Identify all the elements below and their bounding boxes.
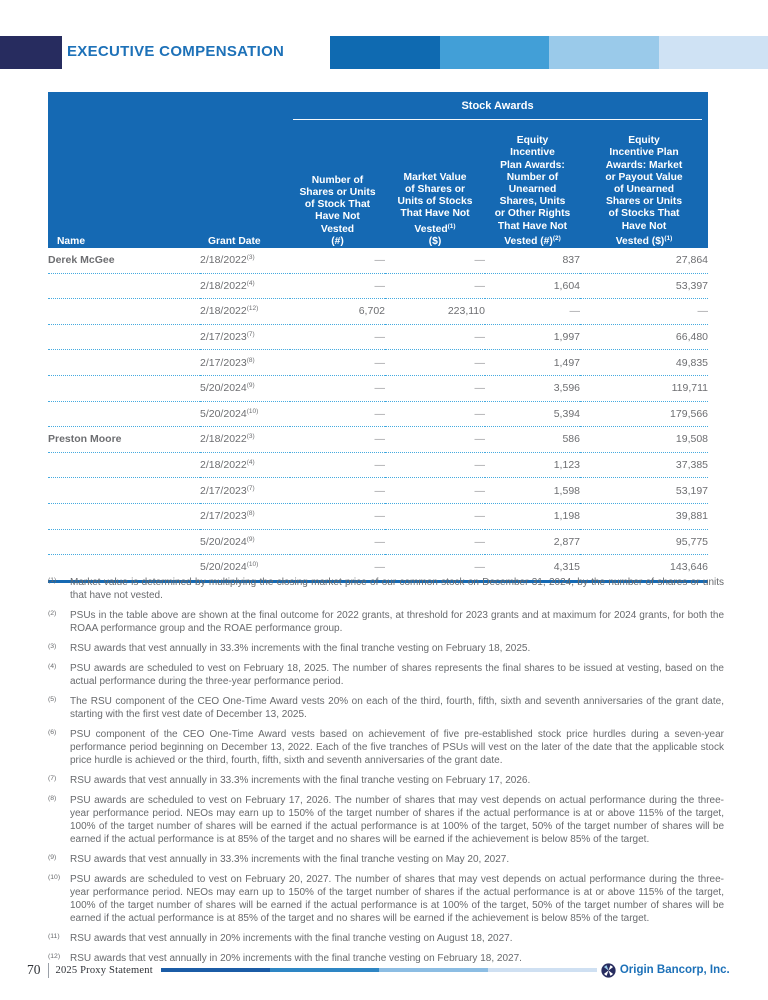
table-body	[48, 248, 708, 581]
eip-unearned-shares-cell: —	[485, 299, 580, 325]
eip-unearned-shares-cell: 1,497	[485, 350, 580, 376]
shares-unvested-cell: —	[290, 350, 385, 376]
name-cell	[48, 478, 200, 504]
table-row	[48, 350, 708, 376]
name-cell: Derek McGee	[48, 248, 200, 273]
footnote-text: PSU awards are scheduled to vest on February 18, 2025. The number of shares represents the final shares to be issued at vesting, based on the actual performance during the three-year performance period.	[70, 663, 724, 687]
table-row	[48, 375, 708, 401]
column-header-row	[48, 120, 708, 248]
page-title: EXECUTIVE COMPENSATION	[67, 43, 285, 60]
shares-unvested-cell: —	[290, 401, 385, 427]
footnote-4	[48, 662, 724, 688]
stock-awards-label: Stock Awards	[293, 92, 702, 119]
name-cell	[48, 401, 200, 427]
table-row	[48, 529, 708, 555]
company-name: Origin Bancorp, Inc.	[619, 964, 730, 976]
header-corner	[48, 92, 290, 120]
eip-unearned-shares-cell: 1,997	[485, 324, 580, 350]
stock-awards-span-header	[290, 92, 708, 120]
shares-unvested-cell: —	[290, 503, 385, 529]
market-value-cell: —	[385, 529, 485, 555]
table-row	[48, 503, 708, 529]
shares-unvested-cell: —	[290, 248, 385, 273]
grant-date-cell: 5/20/2024$^{(9)}$	[200, 375, 290, 401]
market-value-cell: —	[385, 478, 485, 504]
header-navy-block	[0, 36, 62, 69]
eip-unearned-shares-cell: 5,394	[485, 401, 580, 427]
eip-payout-value-cell: 39,881	[580, 503, 708, 529]
stock-awards-table	[48, 92, 708, 583]
column-header-1: Name	[48, 120, 200, 248]
header-gradient-segment-3	[549, 36, 659, 69]
footnote-text: PSU awards are scheduled to vest on February 20, 2027. The number of shares that may vest depends on actual performance during the three-year performance period. NEOs may earn up to 150% of the target number of shares if the actual performance is at or above 115% of the target, 100% of the target number of shares will be earned if the actual performance is at 100% of the target, 50% of the target number of shares will be earned if the actual performance is at 85% of the target and no shares will be earned if the achievement is below 85% of the target.	[70, 874, 724, 924]
footnote-3	[48, 642, 724, 655]
name-cell	[48, 529, 200, 555]
footnote-marker: (8)	[48, 795, 57, 802]
span-header-row	[48, 92, 708, 120]
market-value-cell: —	[385, 427, 485, 453]
grant-date-cell: 2/17/2023$^{(8)}$	[200, 350, 290, 376]
market-value-cell: —	[385, 375, 485, 401]
table-row	[48, 324, 708, 350]
grant-date-cell: 2/17/2023$^{(7)}$	[200, 324, 290, 350]
footnote-text: PSU awards are scheduled to vest on February 17, 2026. The number of shares that may vest depends on actual performance during the three-year performance period. NEOs may earn up to 150% of the target number of shares if the actual performance is at or above 115% of the target, 100% of the target number of shares will be earned if the actual performance is at 100% of the target, 50% of the target number of shares will be earned if the actual performance is at 85% of the target and no shares will be earned if the achievement is below 85% of the target.	[70, 795, 724, 845]
eip-unearned-shares-cell: 837	[485, 248, 580, 273]
shares-unvested-cell: —	[290, 273, 385, 299]
footnote-marker: (4)	[48, 663, 57, 670]
page-number: 70	[27, 962, 41, 977]
shares-unvested-cell: —	[290, 452, 385, 478]
shares-unvested-cell: —	[290, 324, 385, 350]
footnote-text: RSU awards that vest annually in 20% increments with the final tranche vesting on August 18, 2027.	[70, 933, 513, 944]
footnote-text: RSU awards that vest annually in 33.3% increments with the final tranche vesting on February 17, 2026.	[70, 775, 531, 786]
market-value-cell: —	[385, 248, 485, 273]
footnote-text: RSU awards that vest annually in 33.3% increments with the final tranche vesting on May 20, 2027.	[70, 854, 510, 865]
eip-unearned-shares-cell: 2,877	[485, 529, 580, 555]
column-header-4: Market Value of Shares or Units of Stocks That Have Not Vested$^{(1)}$ ($)	[385, 120, 485, 248]
grant-date-cell: 2/18/2022$^{(3)}$	[200, 427, 290, 453]
eip-unearned-shares-cell: 3,596	[485, 375, 580, 401]
eip-payout-value-cell: 66,480	[580, 324, 708, 350]
footnote-marker: (10)	[48, 874, 61, 881]
doc-title: 2025 Proxy Statement	[55, 964, 153, 976]
column-header-5: Equity Incentive Plan Awards: Number of Unearned Shares, Units or Other Rights That Have Not Vested (#)$^{(2)}$	[485, 120, 580, 248]
column-header-2: Grant Date	[200, 120, 290, 248]
table-header	[48, 92, 708, 248]
name-cell	[48, 503, 200, 529]
grant-date-cell: 5/20/2024$^{(9)}$	[200, 529, 290, 555]
shares-unvested-cell: —	[290, 375, 385, 401]
footnote-11	[48, 932, 724, 945]
footnote-text: RSU awards that vest annually in 33.3% increments with the final tranche vesting on February 18, 2025.	[70, 643, 531, 654]
footnote-marker: (11)	[48, 933, 60, 940]
table-row	[48, 401, 708, 427]
footnote-text: The RSU component of the CEO One-Time Award vests 20% on each of the third, fourth, fifth, sixth and seventh anniversaries of the grant date, starting with the first vest date of December 13, 2025.	[70, 696, 724, 720]
market-value-cell: —	[385, 401, 485, 427]
market-value-cell: —	[385, 555, 485, 582]
eip-payout-value-cell: —	[580, 299, 708, 325]
footer-gradient-segment-3	[379, 968, 488, 972]
grant-date-cell: 2/18/2022$^{(4)}$	[200, 273, 290, 299]
footnote-2	[48, 609, 724, 635]
footnote-8	[48, 794, 724, 846]
grant-date-cell: 2/18/2022$^{(3)}$	[200, 248, 290, 273]
name-cell	[48, 350, 200, 376]
footnote-7	[48, 774, 724, 787]
header-gradient-segment-1	[330, 36, 440, 69]
table-row	[48, 427, 708, 453]
name-cell	[48, 299, 200, 325]
page-footer	[0, 960, 768, 980]
footnote-text: RSU awards that vest annually in 20% increments with the final tranche vesting on February 18, 2027.	[70, 953, 522, 964]
eip-unearned-shares-cell: 1,604	[485, 273, 580, 299]
footer-divider	[48, 963, 49, 978]
footnotes-section	[48, 576, 724, 972]
table-row	[48, 273, 708, 299]
name-cell: Preston Moore	[48, 427, 200, 453]
column-header-6: Equity Incentive Plan Awards: Market or Payout Value of Unearned Shares or Units of Stocks That Have Not Vested ($)$^{(1)}$	[580, 120, 708, 248]
name-cell	[48, 273, 200, 299]
table-row	[48, 478, 708, 504]
header-band	[0, 36, 768, 69]
grant-date-cell: 5/20/2024$^{(10)}$	[200, 401, 290, 427]
market-value-cell: —	[385, 273, 485, 299]
footnote-marker: (1)	[48, 577, 57, 584]
grant-date-cell: 2/17/2023$^{(8)}$	[200, 503, 290, 529]
market-value-cell: —	[385, 350, 485, 376]
shares-unvested-cell: —	[290, 427, 385, 453]
name-cell	[48, 375, 200, 401]
footnote-text: PSU component of the CEO One-Time Award vests based on achievement of five pre-established stock price hurdles during a seven-year performance period beginning on December 13, 2022. Each of the five tranches of PSUs will vest on the later of the date that the applicable stock price hurdle is achieved or the third, fourth, fifth, sixth and seventh anniversaries of the grant date.	[70, 729, 724, 766]
shares-unvested-cell: —	[290, 529, 385, 555]
eip-payout-value-cell: 53,397	[580, 273, 708, 299]
table-row	[48, 248, 708, 273]
market-value-cell: 223,110	[385, 299, 485, 325]
column-header-3: Number of Shares or Units of Stock That Have Not Vested (#)	[290, 120, 385, 248]
grant-date-cell: 5/20/2024$^{(10)}$	[200, 555, 290, 582]
shares-unvested-cell: 6,702	[290, 299, 385, 325]
eip-unearned-shares-cell: 1,598	[485, 478, 580, 504]
eip-payout-value-cell: 179,566	[580, 401, 708, 427]
footnote-5	[48, 695, 724, 721]
footnote-10	[48, 873, 724, 925]
eip-payout-value-cell: 53,197	[580, 478, 708, 504]
footnote-marker: (5)	[48, 696, 57, 703]
eip-payout-value-cell: 49,835	[580, 350, 708, 376]
eip-unearned-shares-cell: 1,198	[485, 503, 580, 529]
market-value-cell: —	[385, 503, 485, 529]
footer-gradient-segment-1	[161, 968, 270, 972]
footnote-6	[48, 728, 724, 767]
grant-date-cell: 2/18/2022$^{(4)}$	[200, 452, 290, 478]
eip-payout-value-cell: 37,385	[580, 452, 708, 478]
footnote-marker: (7)	[48, 775, 57, 782]
eip-payout-value-cell: 143,646	[580, 555, 708, 582]
market-value-cell: —	[385, 452, 485, 478]
eip-payout-value-cell: 27,864	[580, 248, 708, 273]
market-value-cell: —	[385, 324, 485, 350]
eip-unearned-shares-cell: 586	[485, 427, 580, 453]
footer-gradient-bar	[161, 968, 597, 972]
footnote-marker: (12)	[48, 953, 61, 960]
table-row	[48, 452, 708, 478]
origin-logo-icon	[601, 963, 616, 978]
eip-payout-value-cell: 119,711	[580, 375, 708, 401]
footnote-marker: (9)	[48, 854, 57, 861]
eip-unearned-shares-cell: 1,123	[485, 452, 580, 478]
footnote-marker: (6)	[48, 729, 57, 736]
header-gradient-segment-2	[440, 36, 550, 69]
eip-unearned-shares-cell: 4,315	[485, 555, 580, 582]
header-gradient-segment-4	[659, 36, 768, 69]
header-gradient-bar	[330, 36, 768, 69]
grant-date-cell: 2/17/2023$^{(7)}$	[200, 478, 290, 504]
footnote-9	[48, 853, 724, 866]
footer-gradient-segment-2	[270, 968, 379, 972]
footnote-text: PSUs in the table above are shown at the final outcome for 2022 grants, at threshold for 2023 grants and at maximum for 2024 grants, for both the ROAA performance group and the ROAE performance group.	[70, 610, 724, 634]
footnote-text: Market value is determined by multiplying the closing market price of our common stock on December 31, 2024, by the number of shares or units that have not vested.	[70, 577, 724, 601]
eip-payout-value-cell: 95,775	[580, 529, 708, 555]
footnote-marker: (2)	[48, 610, 57, 617]
shares-unvested-cell: —	[290, 478, 385, 504]
table-row	[48, 299, 708, 325]
footer-gradient-segment-4	[488, 968, 597, 972]
shares-unvested-cell: —	[290, 555, 385, 582]
footnote-1	[48, 576, 724, 602]
eip-payout-value-cell: 19,508	[580, 427, 708, 453]
name-cell	[48, 452, 200, 478]
footnote-marker: (3)	[48, 643, 57, 650]
grant-date-cell: 2/18/2022$^{(12)}$	[200, 299, 290, 325]
name-cell	[48, 324, 200, 350]
